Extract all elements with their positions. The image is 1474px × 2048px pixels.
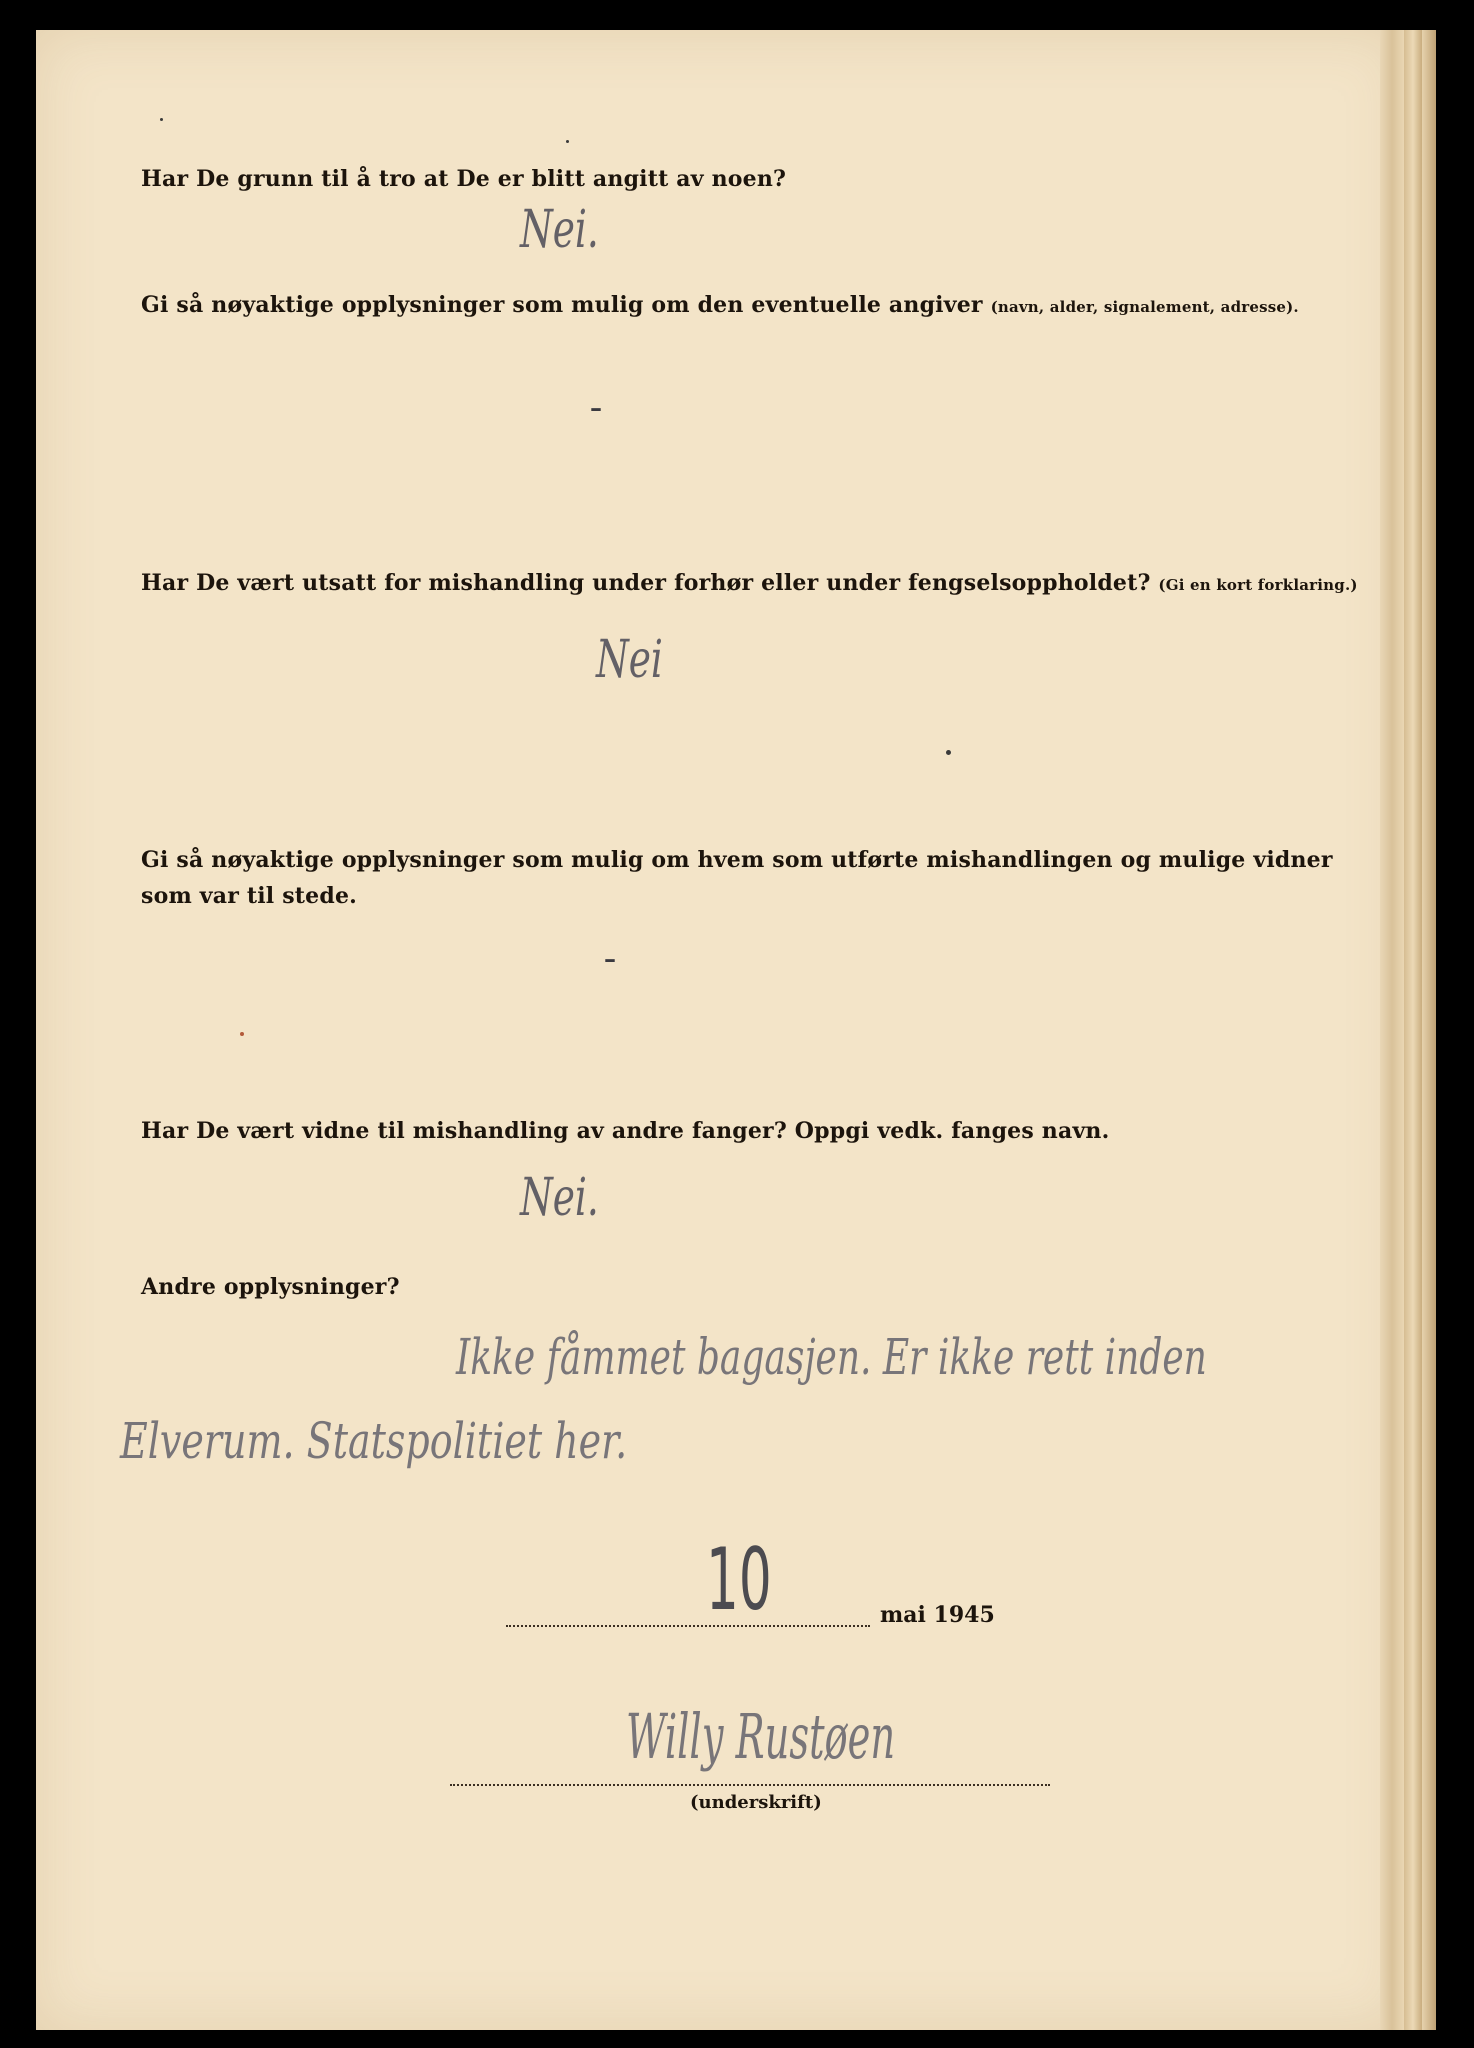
question-mistreatment	[141, 570, 1358, 596]
date-month-year: mai 1945	[880, 1602, 995, 1628]
question-note: (Gi en kort forklaring.)	[1158, 576, 1358, 594]
speck	[566, 140, 569, 143]
answer-informer-details: –	[590, 393, 602, 422]
question-perpetrators: Gi så nøyaktige opplysninger som mulig om hvem som utførte mishandlingen og mulige vidner som var til stede.	[141, 847, 1333, 909]
paper-edge	[1422, 30, 1436, 2030]
question-text: Har De vært utsatt for mishandling under forhør eller under fengselsoppholdet?	[141, 570, 1151, 596]
question-denounced: Har De grunn til å tro at De er blitt angitt av noen?	[141, 166, 787, 192]
question-note: (navn, alder, signalement, adresse).	[990, 298, 1299, 316]
question-witness: Har De vært vidne til mishandling av andre fanger? Oppgi vedk. fanges navn.	[141, 1118, 1110, 1144]
answer-other-info-line2: Elverum. Statspolitiet her.	[120, 1412, 628, 1470]
paper-edge	[1380, 30, 1404, 2030]
speck	[240, 1032, 244, 1036]
question-text: Gi så nøyaktige opplysninger som mulig om den eventuelle angiver	[141, 292, 983, 318]
question-other-info: Andre opplysninger?	[141, 1274, 400, 1300]
answer-witness: Nei.	[520, 1168, 599, 1228]
answer-other-info-line1: Ikke fåmmet bagasjen. Er ikke rett inden	[456, 1328, 1207, 1386]
speck	[160, 118, 163, 121]
answer-perpetrators: –	[604, 944, 616, 973]
speck	[946, 750, 951, 755]
signature: Willy Rustøen	[626, 1700, 896, 1773]
signature-label: (underskrift)	[690, 1792, 822, 1813]
paper-edge	[1404, 30, 1422, 2030]
answer-denounced: Nei.	[520, 200, 599, 260]
date-line	[506, 1625, 870, 1627]
signature-line	[450, 1784, 1050, 1786]
question-informer-details	[141, 292, 1299, 318]
date-day: 10	[706, 1530, 772, 1630]
answer-mistreatment: Nei	[596, 630, 663, 690]
